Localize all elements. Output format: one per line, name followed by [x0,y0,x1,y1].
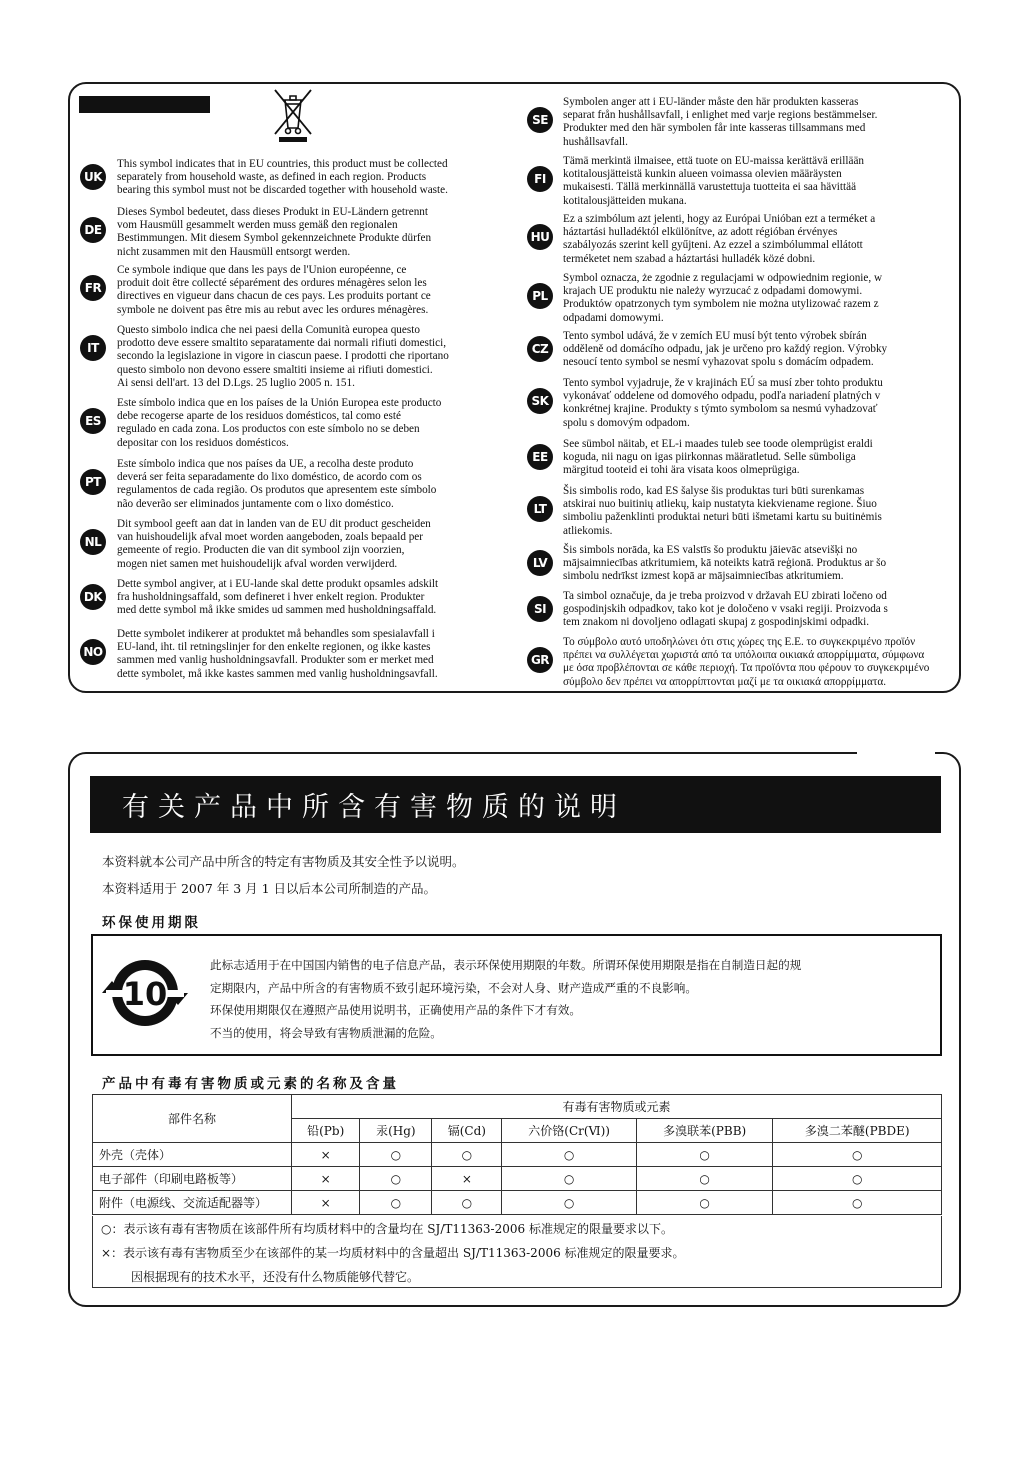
substance-cell: ○ [502,1167,637,1191]
table-notes [92,1216,942,1288]
note-cross: ×：表示该有毒有害物质至少在该部件的某一均质材料中的含量超出 SJ/T11363-2006 标准规定的限量要求。 [101,1246,685,1260]
intro-line-1: 本资料就本公司产品中所含的特定有害物质及其安全性予以说明。 [102,854,465,869]
lang-text-se: Symbolen anger att i EU-länder måste den här produkten kasseras separat från hushållsavfall, i enlighet med varje regions bestämmelser. Produkter med den här symbolen får inte kasseras tillsammans med hushållsavfall. [563,96,878,148]
note-reason: 因根据现有的技术水平，还没有什么物质能够代替它。 [131,1270,420,1284]
lang-badge-hu: HU [527,224,553,250]
col-pbde-header: 多溴二苯醚(PBDE) [773,1119,942,1143]
substance-cell: ○ [360,1167,432,1191]
lang-text-lt: Šis simbolis rodo, kad ES šalyse šis produktas turi būti surenkamas atskirai nuo buitinių atliekų, kaip nustatyta kiekviename regione. Šiuo simboliu paženklinti produktai neturi būti išmetami kartu su buitinėmis atliekomis. [563,485,882,537]
substance-cell: ○ [636,1167,773,1191]
lang-badge-gr: GR [527,647,553,673]
crossed-bin-icon [271,86,315,144]
part-name-cell: 附件（电源线、交流适配器等） [93,1191,292,1215]
substance-group-header: 有毒有害物质或元素 [292,1095,942,1119]
lang-text-si: Ta simbol označuje, da je treba proizvod v državah EU zbirati ločeno od gospodinjskih odpadkov, tako kot je določeno v vsaki regiji. Proizvoda s tem znakom ni dovoljeno odlagati skupaj z gospodinjskimi odpadki. [563,590,888,629]
lang-badge-pt: PT [80,469,106,495]
table-row [93,1167,942,1191]
lang-text-lv: Šis simbols norāda, ka ES valstīs šo produktu jāievāc atsevišķi no mājsaimniecības atkritumiem, kā noteikts katrā reģionā. Produktus ar šo simbolu nedrīkst izmest kopā ar mājsaimniecības atkritumiem. [563,544,887,583]
lang-badge-sk: SK [527,388,553,414]
substance-cell: × [292,1191,360,1215]
table-row [93,1191,942,1215]
lang-badge-lt: LT [527,496,553,522]
lang-text-pl: Symbol oznacza, że zgodnie z regulacjami w odpowiednim regionie, w krajach UE produktu nie należy wyrzucać z odpadami domowymi. Produktów opatrzonych tym symbolem nie można utylizować razem z odpadami domowymi. [563,272,883,324]
lang-text-es: Este símbolo indica que en los países de la Unión Europea este producto debe recogerse aparte de los residuos domésticos, tal como esté regulado en cada zona. Los productos con este símbolo no se deben depositar con los residuos domésticos. [117,397,442,449]
lang-text-no: Dette symbolet indikerer at produktet må behandles som spesialavfall i EU-land, iht. til retningslinjer for den enkelte regionen, og ikke kastes sammen med vanlig husholdningsavfall. Produkter som er merket med dette symbolet, må ikke kastes sammen med vanlig husholdningsavfall. [117,628,438,680]
lang-text-ee: See sümbol näitab, et EL-i maades tuleb see toode olemprügist eraldi koguda, nii nagu on igas piirkonnas määratletud. Selle sümboliga märgitud tooteid ei tohi ära visata koos olmeprügiga. [563,438,873,477]
lang-text-de: Dieses Symbol bedeutet, dass dieses Produkt in EU-Ländern getrennt vom Hausmüll gesammelt werden muss gemäß den regionalen Bestimmungen. Mit diesem Symbol gekennzeichnete Produkte dürfen nicht zusammen mit den Hausmüll entsorgt werden. [117,206,432,258]
substance-cell: ○ [636,1143,773,1167]
env-line: 此标志适用于在中国国内销售的电子信息产品，表示环保使用期限的年数。所谓环保使用期限是指在自制造日起的规 [210,958,802,972]
lang-badge-de: DE [80,217,106,243]
lang-badge-no: NO [80,639,106,665]
env-line: 环保使用期限仅在遵照产品使用说明书，正确使用产品的条件下才有效。 [210,1003,582,1017]
lang-badge-es: ES [80,408,106,434]
lang-text-fr: Ce symbole indique que dans les pays de l'Union européenne, ce produit doit être collecté séparément des ordures ménagères selon les directives en vigueur dans chacun de ces pays. Les produits portant ce symbole ne doivent pas être mis au rebut avec les ordures ménagères. [117,264,431,316]
lang-badge-lv: LV [527,550,553,576]
lang-text-cz: Tento symbol udává, že v zemích EU musí být tento výrobek sbírán odděleně od domácího odpadu, jak je určeno pro každý region. Výrobky nesoucí tento symbol se nesmí vyhazovat spolu s domácím odpadem. [563,330,888,369]
intro-line-2: 本资料适用于 2007 年 3 月 1 日以后本公司所制造的产品。 [102,881,437,896]
lang-text-it: Questo simbolo indica che nei paesi della Comunità europea questo prodotto deve essere smaltito separatamente dai normali rifiuti domestici, secondo la legislazione in vigore in ciascun paese. I prodotti che riportano questo simbolo non devono essere smaltiti insieme ai rifiuti domestici. Ai sensi dell'art. 13 del D.Lgs. 25 luglio 2005 n. 151. [117,324,449,389]
col-cd-header: 镉(Cd) [432,1119,502,1143]
header-black-bar [79,96,210,113]
substance-cell: ○ [432,1143,502,1167]
part-name-cell: 外壳（壳体） [93,1143,292,1167]
hazard-table-heading: 产品中有毒有害物质或元素的名称及含量 [102,1076,399,1092]
col-hg-header: 汞(Hg) [360,1119,432,1143]
lang-badge-nl: NL [80,529,106,555]
lang-text-dk: Dette symbol angiver, at i EU-lande skal dette produkt opsamles adskilt fra husholdningsaffald, som defineret i hver enkelt region. Produkter med dette symbol må ikke smides ud sammen med husholdningsaffald. [117,578,439,617]
lang-text-fi: Tämä merkintä ilmaisee, että tuote on EU-maissa kerättävä erillään kotitalousjätteistä kunkin alueen voimassa olevien määräysten mukaisesti. Tällä merkinnällä varustettuja tuotteita ei saa hävittää kotitalousjätteiden mukana. [563,155,865,207]
epup-10-logo-icon [96,947,194,1039]
note-circle: ○：表示该有毒有害物质在该部件所有均质材料中的含量均在 SJ/T11363-2006 标准规定的限量要求以下。 [101,1222,673,1236]
lang-badge-si: SI [527,596,553,622]
substance-cell: × [292,1167,360,1191]
substance-cell: ○ [432,1191,502,1215]
lang-text-uk: This symbol indicates that in EU countries, this product must be collected separately from household waste, as defined in each region. Products bearing this symbol must not be discarded together with household waste. [117,158,448,197]
hazard-table [92,1094,942,1215]
lang-text-sk: Tento symbol vyjadruje, že v krajinách EÚ sa musí zber tohto produktu vykonávať oddelene od domového odpadu, podľa nariadení platných v konkrétnej krajine. Produkty s týmto symbolom sa nesmú vyhadzovať spolu s domovým odpadom. [563,377,883,429]
lang-badge-pl: PL [527,283,553,309]
substance-cell: ○ [502,1143,637,1167]
part-name-header: 部件名称 [93,1095,292,1143]
part-name-cell: 电子部件（印刷电路板等） [93,1167,292,1191]
lang-badge-fr: FR [80,275,106,301]
substance-cell: ○ [360,1143,432,1167]
col-pbb-header: 多溴联苯(PBB) [636,1119,773,1143]
env-line: 定期限内，产品中所含的有害物质不致引起环境污染，不会对人身、财产造成严重的不良影响。 [210,980,697,995]
lang-badge-dk: DK [80,584,106,610]
cn-title: 有关产品中所含有害物质的说明 [122,792,626,823]
lang-text-pt: Este símbolo indica que nos países da UE, a recolha deste produto deverá ser feita separadamente do lixo doméstico, de acordo com os regulamentos de cada região. Os produtos que apresentem este símbolo não deverão ser eliminados juntamente com o lixo doméstico. [117,458,437,510]
table-row [93,1143,942,1167]
substance-cell: ○ [636,1191,773,1215]
lang-text-nl: Dit symbool geeft aan dat in landen van de EU dit product gescheiden van huishoudelijk afval moet worden aangeboden, zoals bepaald per gemeente of regio. Producten die van dit symbool zijn voorzien, mogen niet samen met huishoudelijk afval worden verwijderd. [117,518,431,570]
frame-notch [857,742,935,762]
lang-badge-it: IT [80,335,106,361]
lang-badge-uk: UK [80,164,106,190]
lang-text-hu: Ez a szimbólum azt jelenti, hogy az Európai Unióban ezt a terméket a háztartási hulladéktól elkülönítve, az adott régióban érvényes szabályozás szerint kell gyűjteni. Az ezzel a szimbólummal ellátott terméketet nem szabad a háztartási hulladék közé dobni. [563,213,876,265]
substance-cell: ○ [773,1191,942,1215]
substance-cell: ○ [773,1143,942,1167]
lang-badge-se: SE [527,107,553,133]
col-cr6-header: 六价铬(Cr(Ⅵ)) [502,1119,637,1143]
cn-title-bar [90,776,941,833]
substance-cell: ○ [360,1191,432,1215]
substance-cell: × [292,1143,360,1167]
env-line: 不当的使用，将会导致有害物质泄漏的危险。 [210,1025,442,1040]
lang-badge-ee: EE [527,444,553,470]
env-period-heading: 环保使用期限 [102,915,201,931]
substance-cell: ○ [502,1191,637,1215]
lang-text-gr: Το σύμβολο αυτό υποδηλώνει ότι στις χώρες της Ε.Ε. το συγκεκριμένο προϊόν πρέπει να συλλέγεται χωριστά από τα υπόλοιπα οικιακά απορρίμματα, σύμφωνα με όσα προβλέπονται σε κάθε περιοχή. Τα προϊόντα που φέρουν το συγκεκριμένο σύμβολο δεν πρέπει να απορρίπτονται μαζί με τα οικιακά απορρίμματα. [563,636,930,688]
env-period-text [210,954,801,1044]
substance-cell: ○ [773,1167,942,1191]
lang-badge-fi: FI [527,166,553,192]
lang-badge-cz: CZ [527,336,553,362]
epup-number: 10 [122,975,168,1013]
col-pb-header: 铅(Pb) [292,1119,360,1143]
substance-cell: × [432,1167,502,1191]
